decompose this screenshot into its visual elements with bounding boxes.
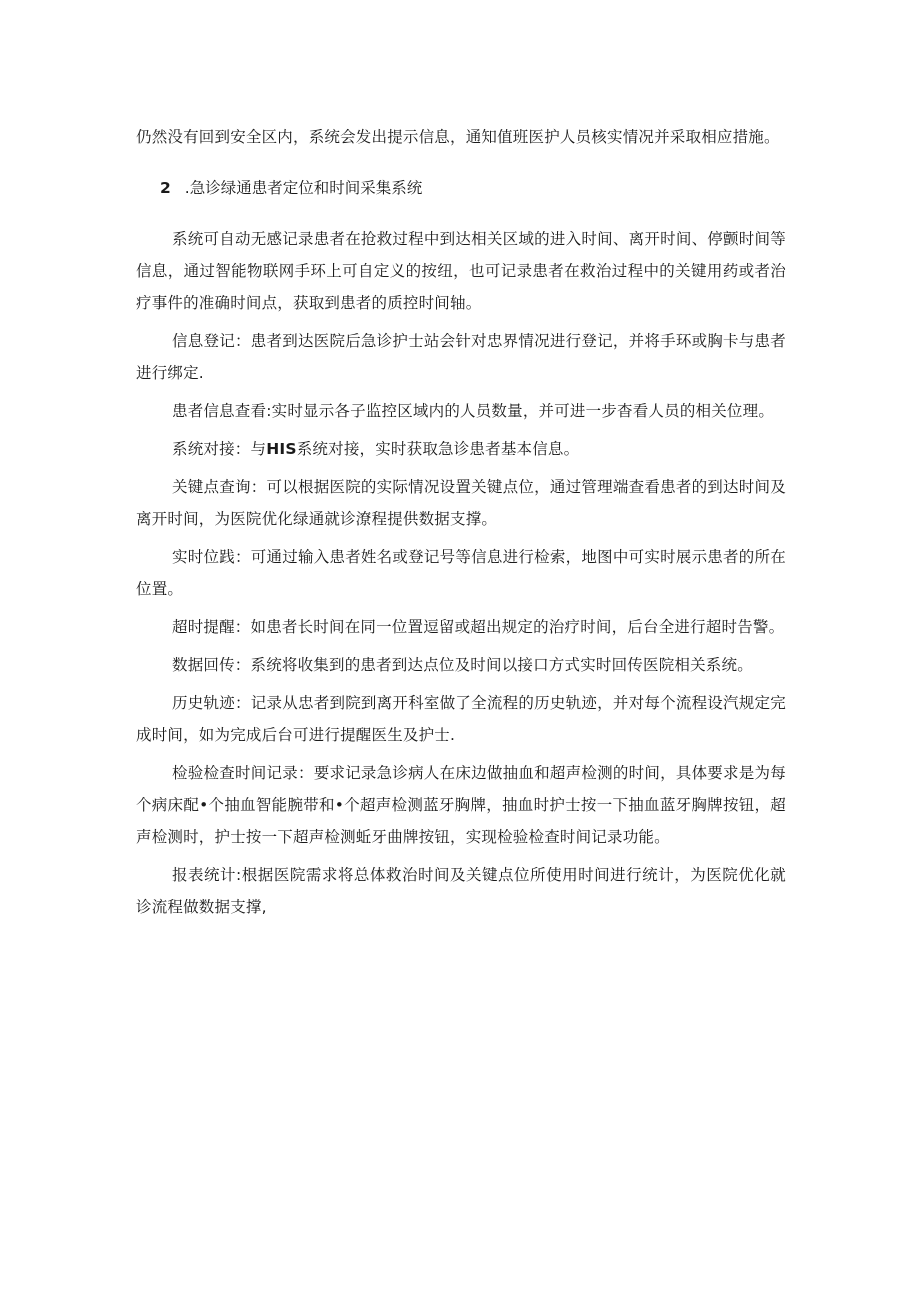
item-data-return: 数据回传：系统将收集到的患者到达点位及时间以接口方式实时回传医院相关系统。 <box>172 656 753 674</box>
item-exam-time: 检验检查时间记录：要求记录急诊病人在床边做抽血和超声检测的时间，具体要求是为每个病床配•个抽血智能腕带和•个超声检测蓝牙胸牌，抽血时护士按一下抽血蓝牙胸牌按钮，超声检测时，护士按一下超声检测蚯牙曲牌按钮，实现检验检查时间记录功能。 <box>136 764 786 846</box>
item-patient-view: 患者信息查看:实时显示各子监控区域内的人员数量，并可进一步杳看人员的相关位理。 <box>172 402 775 420</box>
section-title: .急诊绿通患者定位和时间采集系统 <box>184 179 423 197</box>
document-body <box>136 121 786 929</box>
section-heading <box>160 172 786 204</box>
system-dock-his: HIS <box>266 440 297 458</box>
item-report-stats: 报表统计:根据医院需求将总体救治时间及关键点位所使用时间进行统计，为医院优化就诊流程做数据支撑, <box>136 866 786 916</box>
item-realtime-position: 实时位践：可通过输入患者姓名或登记号等信息进行检索，地图中可实时展示患者的所在位置。 <box>136 548 786 598</box>
item-history-track: 历史轨迹：记录从忠者到院到离开科室做了全流程的历史轨迹，并对每个流程设汽规定完成时间，如为完成后台可进行提醒医生及护士. <box>136 694 786 744</box>
system-dock-suffix: 系统对接，实时获取急诊患者基本信息。 <box>296 440 580 458</box>
section-number: 2 <box>160 179 171 197</box>
continuation-paragraph: 仍然没有回到安全区内，系统会发出提示信息，通知值班医护人员核实情况并采取相应措施。 <box>136 128 780 146</box>
item-key-point: 关键点查询：可以根据医院的实际情况设置关键点位，通过管理端查看患者的到达时间及离开时间，为医院优化绿通就诊潦程提供数据支撑。 <box>136 478 786 528</box>
item-info-register: 信息登记：患者到达医院后急诊护士站会针对忠界情况进行登记，并将手环或胸卡与患者进行绑定. <box>136 332 786 382</box>
item-system-dock <box>136 433 786 465</box>
intro-paragraph: 系统可自动无感记录患者在抢救过程中到达相关区域的进入时间、离开时间、停颤时间等信息，通过智能物联网手环上可自定义的按纽，也可记录患者在救治过程中的关键用药或者治疗事件的准确时间点，获取到患者的质控时间轴。 <box>136 230 786 312</box>
system-dock-prefix: 系统对接：与 <box>172 440 267 458</box>
item-timeout-alert: 超时提醒：如患者长时间在同一位置逗留或超出规定的治疗时间，后台全进行超时告警。 <box>172 618 785 636</box>
